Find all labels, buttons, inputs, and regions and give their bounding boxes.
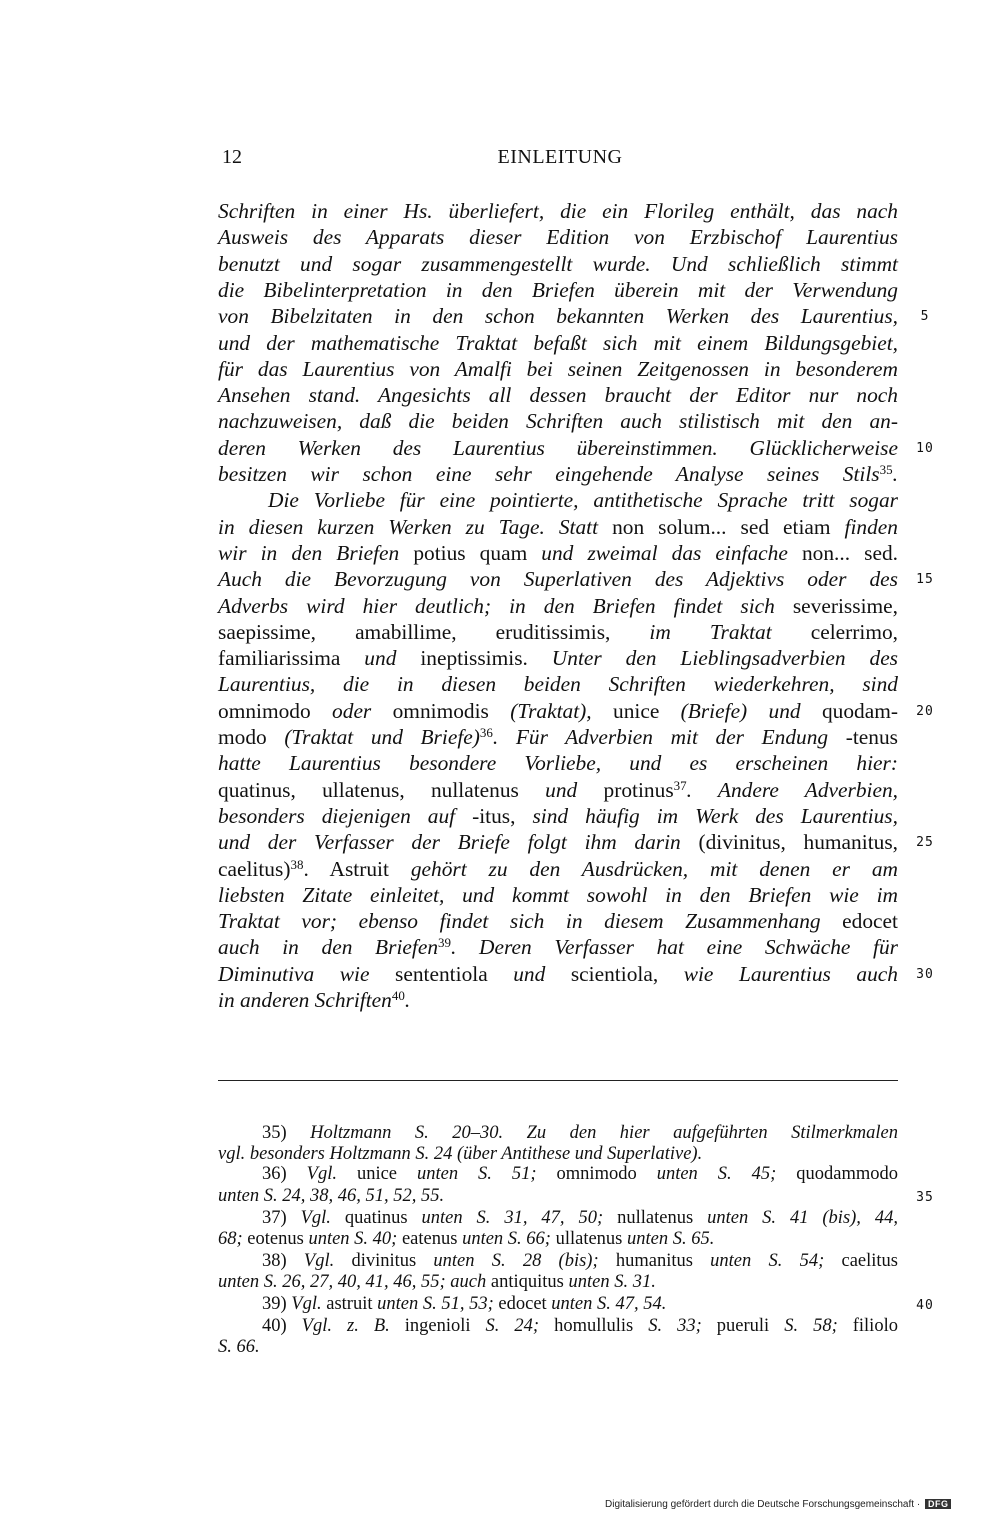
text-segment: familiarissima (218, 646, 365, 671)
text-segment: Vgl. (306, 1164, 357, 1184)
line-number: 40 (916, 1298, 934, 1313)
text-segment: und (364, 646, 421, 671)
text-segment: . Andere Adverbien, (686, 777, 899, 802)
line-number: 20 (916, 703, 934, 719)
text-segment: unten S. 51, 53; (377, 1294, 499, 1314)
text-segment: oder (332, 698, 393, 723)
line-number: 30 (916, 966, 934, 982)
text-line (218, 303, 898, 329)
text-segment: . Astruit (303, 856, 411, 881)
text-segment: unten S. 66; (462, 1229, 556, 1249)
page-number: 12 (222, 146, 242, 168)
text-line (218, 198, 898, 224)
text-segment: unten S. 24, 38, 46, 51, 52, 55. (218, 1186, 445, 1206)
text-line (218, 934, 898, 960)
text-segment: Ansehen stand. Angesichts all dessen braucht der Editor nur noch (218, 383, 898, 408)
text-segment: unten S. 54; (710, 1251, 842, 1271)
text-segment: sind häufig im Werk des Laurentius, (532, 803, 898, 828)
text-segment: 68; (218, 1229, 248, 1249)
text-segment: in anderen Schriften (218, 988, 392, 1012)
text-segment: humanitus (615, 1251, 711, 1271)
text-segment: Diminutiva wie (218, 961, 396, 986)
digitization-credit (605, 1499, 990, 1510)
text-segment: Vgl. (300, 1208, 345, 1228)
text-segment: unten S. 47, 54. (551, 1294, 667, 1314)
text-line (218, 645, 898, 671)
text-segment: Adverbs wird hier deutlich; in den Briefen findet sich (218, 593, 793, 618)
text-segment: unice (613, 698, 681, 723)
text-segment: 35) (262, 1123, 311, 1143)
text-line (218, 619, 898, 645)
text-segment: quatinus, ullatenus, nullatenus (218, 777, 546, 802)
text-segment: Traktat vor; ebenso findet sich in diesem Zusammenhang (218, 909, 843, 934)
text-segment: (Traktat), (510, 698, 613, 723)
footnote-line (218, 1251, 898, 1272)
text-segment: sententiola (395, 961, 514, 986)
text-segment: . Deren Verfasser hat eine Schwäche für (451, 935, 898, 960)
text-line (218, 566, 898, 592)
text-segment: Unter den Lieblingsadverbien des (551, 646, 899, 671)
text-segment: omnimodo (556, 1164, 657, 1184)
text-segment: und der mathematische Traktat befaßt sich mit einem Bildungsgebiet, (218, 330, 898, 355)
running-header (222, 146, 898, 172)
text-segment: unten S. 28 (bis); (433, 1251, 616, 1271)
text-line (218, 671, 898, 697)
text-segment: modo (218, 725, 285, 749)
text-segment: potius quam (413, 540, 542, 565)
text-segment: (Briefe) und (680, 698, 822, 723)
footnote-reference: 37 (673, 777, 687, 793)
text-segment: unten S. 41 (bis), 44, (707, 1208, 898, 1228)
text-line (218, 487, 898, 513)
text-segment: astruit (326, 1294, 378, 1314)
text-segment: ineptissimis. (420, 646, 552, 671)
text-segment: 40) (262, 1316, 302, 1336)
text-segment: und zweimal das einfache (541, 540, 802, 565)
text-segment: unten S. 40; (308, 1229, 402, 1249)
text-segment: quatinus (344, 1208, 422, 1228)
text-segment: von Bibelzitaten in den schon bekannten Werken des Laurentius, (218, 304, 898, 329)
text-segment: deren Werken des Laurentius übereinstimmen. Glücklicherweise (218, 435, 898, 460)
footnote-line (218, 1186, 898, 1207)
footnote-line (218, 1144, 898, 1165)
text-segment: (divinitus, humanitus, (698, 830, 898, 855)
text-line (218, 461, 898, 487)
text-segment: unten S. 65. (627, 1229, 715, 1249)
text-segment: non... sed. (801, 540, 898, 565)
footnote-separator (218, 1080, 898, 1081)
text-line (218, 961, 898, 987)
text-segment: caelitus) (218, 856, 291, 881)
text-segment: Schriften in einer Hs. überliefert, die ein Florileg enthält, das nach (218, 199, 898, 223)
footnote-line (218, 1123, 898, 1144)
text-segment: liebsten Zitate einleitet, und kommt sowohl in den Briefen wie im (218, 882, 898, 907)
text-segment: eatenus (401, 1229, 463, 1249)
text-segment: quodammodo (796, 1164, 899, 1184)
text-line (218, 724, 898, 750)
text-line (218, 330, 898, 356)
footnote-reference: 39 (438, 935, 452, 951)
text-segment: omnimodo (218, 698, 333, 723)
footnote-line (218, 1316, 898, 1337)
text-segment: saepissime, amabillime, eruditissimis, (218, 619, 650, 644)
text-segment: 38) (262, 1251, 304, 1271)
text-line (218, 224, 898, 250)
text-segment: unten S. 45; (656, 1164, 797, 1184)
running-title: EINLEITUNG (497, 146, 623, 168)
text-segment: und (513, 961, 571, 986)
text-segment: omnimodis (392, 698, 511, 723)
text-segment: die Bibelinterpretation in den Briefen überein mit der Verwendung (218, 277, 898, 302)
footnote-line (218, 1337, 898, 1358)
text-segment: -itus, (472, 803, 533, 828)
line-number: 15 (916, 572, 934, 588)
text-line (218, 856, 898, 882)
text-segment: severissime, (792, 593, 898, 618)
text-line (218, 987, 898, 1013)
text-segment: wie Laurentius auch (683, 961, 898, 986)
text-segment: S. 33; (648, 1316, 717, 1336)
text-segment: finden (844, 514, 898, 539)
text-line (218, 277, 898, 303)
text-segment: S. 24; (485, 1316, 555, 1336)
text-segment: für das Laurentius von Amalfi bei seinen Zeitgenossen in besonderem (218, 356, 898, 381)
text-line (218, 251, 898, 277)
text-segment: vgl. besonders Holtzmann S. 24 (über Antithese und Superlative). (218, 1144, 703, 1164)
text-segment: in diesen kurzen Werken zu Tage. Statt (218, 514, 613, 539)
text-segment: non solum... sed etiam (612, 514, 845, 539)
text-segment: unten S. 26, 27, 40, 41, 46, 55; auch (218, 1272, 491, 1292)
text-segment: homullulis (554, 1316, 649, 1336)
text-segment: 37) (262, 1208, 301, 1228)
text-segment: Holtzmann S. 20–30. Zu den hier aufgeführten Stilmerkmalen (310, 1123, 898, 1143)
dfg-logo: DFG (925, 1499, 952, 1509)
text-segment: -tenus (845, 725, 898, 749)
footnote-line (218, 1208, 898, 1229)
line-number: 10 (916, 440, 934, 456)
text-segment: besitzen wir schon eine sehr eingehende Analyse seines Stils (218, 462, 880, 486)
text-segment: celerrimo, (810, 619, 898, 644)
text-line (218, 908, 898, 934)
text-segment: S. 58; (784, 1316, 853, 1336)
text-segment: besonders diejenigen auf (218, 803, 473, 828)
text-line (218, 382, 898, 408)
text-segment: nachzuweisen, daß die beiden Schriften auch stilistisch mit den an- (218, 409, 898, 434)
text-line (218, 408, 898, 434)
text-segment: unten S. 31, 47, 50; (421, 1208, 618, 1228)
text-segment: Auch die Bevorzugung von Superlativen des Adjektivs oder des (218, 567, 898, 592)
text-line (218, 356, 898, 382)
text-segment: Vgl. (291, 1294, 327, 1314)
footnote-reference: 38 (290, 856, 304, 872)
credit-text: Digitalisierung gefördert durch die Deutsche Forschungsgemeinschaft · (605, 1499, 921, 1510)
text-segment: Die Vorliebe für eine pointierte, antithetische Sprache tritt sogar (268, 488, 898, 513)
text-segment: divinitus (351, 1251, 434, 1271)
text-segment: . Für Adverbien mit der Endung (492, 725, 846, 749)
text-segment: Ausweis des Apparats dieser Edition von Erzbischof Laurentius (218, 225, 898, 250)
text-line (218, 540, 898, 566)
text-segment: . (404, 988, 411, 1012)
text-segment: protinus (603, 777, 674, 802)
text-segment: und (545, 777, 604, 802)
text-line (218, 882, 898, 908)
text-segment: auch in den Briefen (218, 935, 439, 960)
line-number: 35 (916, 1190, 934, 1205)
text-segment: unten S. 31. (568, 1272, 656, 1292)
text-segment: eotenus (247, 1229, 309, 1249)
text-line (218, 777, 898, 803)
footnote-line (218, 1294, 898, 1315)
footnote-line (218, 1164, 898, 1185)
text-segment: unice (356, 1164, 417, 1184)
text-segment: 36) (262, 1164, 307, 1184)
text-line (218, 435, 898, 461)
line-number: 25 (916, 835, 934, 851)
text-segment: Laurentius, die in diesen beiden Schriften wiederkehren, sind (218, 672, 898, 697)
footnote-reference: 35 (879, 462, 893, 477)
text-line (218, 829, 898, 855)
line-number: 5 (920, 309, 930, 325)
text-line (218, 698, 898, 724)
footnote-line (218, 1272, 898, 1293)
text-segment: edocet (498, 1294, 552, 1314)
text-segment: Vgl. (303, 1251, 352, 1271)
text-segment: pueruli (716, 1316, 785, 1336)
text-segment: (Traktat und Briefe) (284, 725, 480, 749)
text-segment: unten S. 51; (416, 1164, 557, 1184)
text-segment: scientiola, (570, 961, 684, 986)
text-segment: S. 66. (218, 1337, 260, 1357)
text-segment: Vgl. z. B. (301, 1316, 405, 1336)
text-line (218, 803, 898, 829)
text-line (218, 750, 898, 776)
text-segment: wir in den Briefen (218, 540, 414, 565)
footnote-reference: 36 (479, 725, 493, 740)
text-segment: . (892, 462, 898, 486)
text-segment: und der Verfasser der Briefe folgt ihm darin (218, 830, 699, 855)
text-segment: im Traktat (649, 619, 811, 644)
text-line (218, 514, 898, 540)
text-segment: gehört zu den Ausdrücken, mit denen er am (410, 856, 898, 881)
text-segment: edocet (842, 909, 898, 934)
text-line (218, 593, 898, 619)
text-segment: filiolo (852, 1316, 898, 1336)
footnote-reference: 40 (391, 988, 405, 1003)
text-segment: caelitus (841, 1251, 898, 1271)
text-segment: quodam- (821, 698, 899, 723)
footnote-line (218, 1229, 898, 1250)
text-segment: benutzt und sogar zusammengestellt wurde. Und schließlich stimmt (218, 251, 898, 276)
text-segment: nullatenus (617, 1208, 708, 1228)
text-segment: hatte Laurentius besondere Vorliebe, und es erscheinen hier: (218, 751, 898, 776)
text-segment: ingenioli (404, 1316, 486, 1336)
text-segment: ullatenus (555, 1229, 627, 1249)
text-segment: 39) (262, 1294, 292, 1314)
text-segment: antiquitus (490, 1272, 569, 1292)
